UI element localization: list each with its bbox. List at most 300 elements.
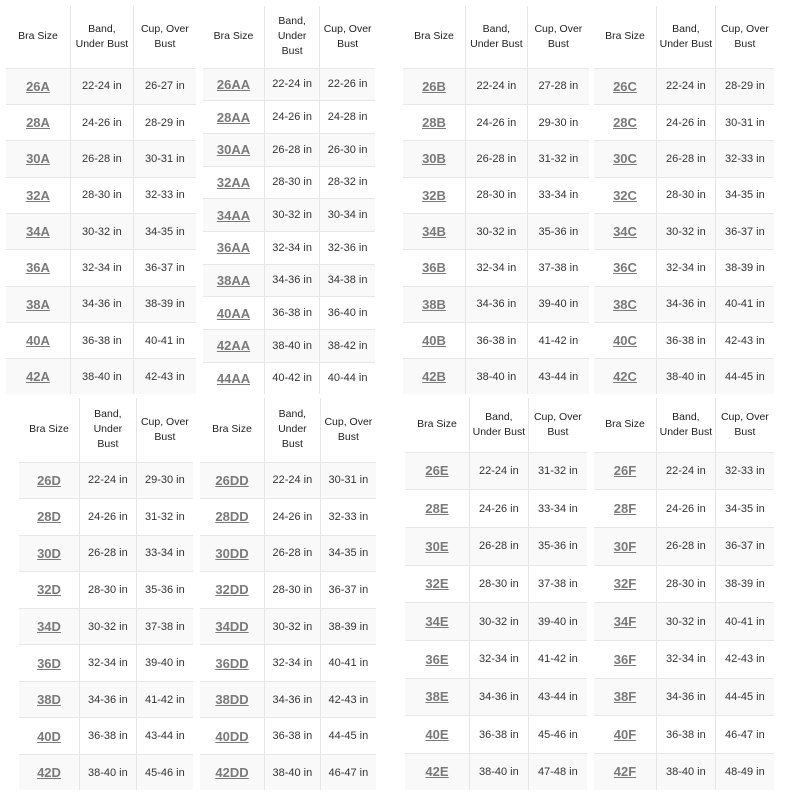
bra-size-cell [19, 608, 80, 645]
table-header-row [594, 6, 774, 68]
cup-over-bust-cell: 33-34 in [528, 490, 587, 528]
table-row [6, 286, 196, 322]
cup-over-bust-cell: 26-27 in [133, 68, 196, 104]
bra-size-link[interactable]: 32C [613, 187, 637, 203]
bra-size-cell [403, 104, 466, 140]
bra-size-link[interactable]: 38C [613, 296, 637, 312]
bra-size-cell [594, 359, 657, 394]
bra-size-link[interactable]: 28D [37, 509, 61, 525]
table-a [6, 6, 196, 394]
cup-over-bust-cell: 36-37 in [715, 527, 774, 565]
table-row [594, 104, 774, 140]
band-under-bust-cell: 32-34 in [657, 250, 716, 286]
bra-size-link[interactable]: 38B [422, 296, 446, 312]
cup-over-bust-cell: 26-30 in [320, 133, 375, 166]
table-row [594, 141, 774, 177]
bra-size-link[interactable]: 28E [425, 501, 449, 516]
bra-size-link[interactable]: 42B [422, 369, 446, 385]
cup-over-bust-cell: 34-35 in [133, 213, 196, 249]
band-under-bust-cell: 26-28 in [657, 141, 716, 177]
table-row [6, 141, 196, 177]
bra-size-link[interactable]: 26D [37, 472, 61, 488]
table-row [403, 213, 589, 249]
table-row [405, 452, 587, 490]
bra-size-cell [594, 177, 657, 213]
bra-size-link[interactable]: 40AA [216, 305, 251, 321]
cup-over-bust-cell: 33-34 in [527, 177, 589, 213]
bra-size-link[interactable]: 30F [613, 538, 637, 554]
band-under-bust-cell: 34-36 in [470, 678, 529, 716]
band-under-bust-cell: 22-24 in [265, 68, 320, 101]
bra-size-cell [6, 250, 71, 286]
band-under-bust-cell: 22-24 in [466, 68, 528, 104]
table-body [594, 452, 774, 790]
table-row [403, 177, 589, 213]
cup-over-bust-cell: 42-43 in [133, 359, 196, 394]
band-under-bust-cell: 32-34 in [657, 640, 716, 678]
table-row [405, 603, 587, 641]
band-under-bust-cell: 28-30 in [265, 572, 321, 609]
bra-size-cell [594, 322, 657, 358]
bra-size-cell [405, 452, 470, 490]
band-under-bust-cell: 28-30 in [470, 565, 529, 603]
bra-size-cell [203, 133, 265, 166]
band-under-bust-cell: 38-40 in [265, 755, 321, 791]
bra-size-cell [594, 678, 657, 716]
band-under-bust-cell: 34-36 in [657, 286, 716, 322]
bra-size-link[interactable]: 28A [26, 115, 50, 131]
bra-size-link[interactable]: 32AA [216, 174, 251, 190]
cup-over-bust-cell: 36-37 in [320, 572, 376, 609]
bra-size-link[interactable]: 36DD [215, 655, 249, 671]
cup-over-bust-cell: 39-40 in [136, 645, 193, 682]
band-under-bust-cell: 32-34 in [470, 640, 529, 678]
size-table-aa [203, 6, 375, 394]
cup-over-bust-cell: 31-32 in [528, 452, 587, 490]
bra-size-link[interactable]: 26F [613, 463, 637, 479]
cup-over-bust-cell: 38-39 in [320, 608, 376, 645]
bra-size-link[interactable]: 32E [425, 576, 449, 592]
band-under-bust-cell: 36-38 in [265, 297, 320, 330]
bra-size-cell [403, 286, 466, 322]
header-cup: Cup, Over Bust [320, 6, 375, 68]
bra-size-link[interactable]: 42D [37, 765, 61, 780]
bra-size-link[interactable]: 30AA [216, 142, 251, 158]
bra-size-link[interactable]: 30DD [215, 545, 249, 561]
band-under-bust-cell: 24-26 in [71, 104, 134, 140]
bra-size-cell [203, 199, 265, 232]
bra-size-link[interactable]: 34F [613, 614, 637, 630]
bra-size-link[interactable]: 32D [37, 582, 61, 598]
bra-size-cell [405, 527, 470, 565]
table-row [6, 322, 196, 358]
table-row [19, 755, 193, 791]
band-under-bust-cell: 24-26 in [80, 499, 137, 536]
header-band: Band, Under Bust [80, 398, 137, 462]
bra-size-link[interactable]: 38F [613, 689, 637, 705]
cup-over-bust-cell: 37-38 in [136, 608, 193, 645]
header-bra-size: Bra Size [29, 423, 69, 436]
bra-size-cell [594, 104, 657, 140]
bra-size-cell [405, 716, 470, 754]
bra-size-link[interactable]: 40D [37, 728, 61, 744]
bra-size-link[interactable]: 42DD [215, 765, 249, 780]
bra-size-link[interactable]: 38E [425, 689, 449, 705]
band-under-bust-cell: 30-32 in [657, 603, 716, 641]
cup-over-bust-cell: 39-40 in [528, 603, 587, 641]
bra-size-cell [405, 753, 470, 790]
cup-over-bust-cell: 44-45 in [320, 718, 376, 755]
bra-size-cell [203, 166, 265, 199]
cup-over-bust-cell: 31-32 in [527, 141, 589, 177]
bra-size-cell [405, 603, 470, 641]
bra-size-link[interactable]: 36C [613, 260, 637, 276]
bra-size-link[interactable]: 30C [613, 151, 637, 167]
table-row [203, 166, 375, 199]
table-row [203, 101, 375, 134]
band-under-bust-cell: 26-28 in [470, 527, 529, 565]
cup-over-bust-cell: 41-42 in [528, 640, 587, 678]
table-row [594, 640, 774, 678]
bra-size-link[interactable]: 36F [613, 651, 637, 667]
band-under-bust-cell: 36-38 in [265, 718, 321, 755]
bra-size-link[interactable]: 30B [422, 151, 446, 167]
bra-size-link[interactable]: 34D [37, 619, 61, 635]
cup-over-bust-cell: 38-39 in [715, 250, 774, 286]
bra-size-cell [200, 499, 265, 536]
header-bra-size: Bra Size [414, 30, 454, 43]
bra-size-link[interactable]: 32B [422, 187, 446, 203]
bra-size-cell [6, 177, 71, 213]
cup-over-bust-cell: 29-30 in [527, 104, 589, 140]
table-row [403, 250, 589, 286]
band-under-bust-cell: 32-34 in [71, 250, 134, 286]
table-d [19, 398, 193, 790]
band-under-bust-cell: 30-32 in [71, 213, 134, 249]
cup-over-bust-cell: 29-30 in [136, 462, 193, 499]
bra-size-cell [19, 718, 80, 755]
header-band: Band, Under Bust [265, 398, 321, 462]
bra-size-link[interactable]: 26C [613, 78, 637, 94]
bra-size-cell [403, 322, 466, 358]
cup-over-bust-cell: 48-49 in [715, 753, 774, 790]
bra-size-link[interactable]: 40E [425, 727, 449, 743]
band-under-bust-cell: 38-40 in [470, 753, 529, 790]
header-cup: Cup, Over Bust [527, 6, 589, 68]
bra-size-link[interactable]: 40DD [215, 728, 249, 744]
bra-size-cell [6, 322, 71, 358]
bra-size-link[interactable]: 26AA [216, 76, 251, 92]
band-under-bust-cell: 26-28 in [71, 141, 134, 177]
bra-size-link[interactable]: 32A [26, 187, 50, 203]
bra-size-link[interactable]: 36E [425, 651, 449, 667]
table-row [403, 141, 589, 177]
bra-size-cell [19, 535, 80, 572]
bra-size-link[interactable]: 28DD [215, 509, 249, 525]
table-row [405, 753, 587, 790]
bra-size-cell [6, 141, 71, 177]
cup-over-bust-cell: 36-40 in [320, 297, 375, 330]
band-under-bust-cell: 30-32 in [657, 213, 716, 249]
bra-size-link[interactable]: 40B [422, 333, 446, 349]
table-row [200, 572, 376, 609]
header-band: Band, Under Bust [657, 398, 716, 452]
table-row [6, 250, 196, 286]
bra-size-cell [203, 264, 265, 297]
cup-over-bust-cell: 34-35 in [715, 177, 774, 213]
cup-over-bust-cell: 45-46 in [136, 755, 193, 791]
table-body [200, 462, 376, 790]
table-row [203, 297, 375, 330]
bra-size-link[interactable]: 26A [26, 78, 50, 94]
bra-size-cell [19, 645, 80, 682]
cup-over-bust-cell: 34-38 in [320, 264, 375, 297]
bra-size-link[interactable]: 34C [613, 224, 637, 240]
band-under-bust-cell: 26-28 in [466, 141, 528, 177]
cup-over-bust-cell: 37-38 in [528, 565, 587, 603]
bra-size-link[interactable]: 28F [613, 501, 637, 516]
bra-size-link[interactable]: 42F [613, 764, 637, 780]
band-under-bust-cell: 38-40 in [657, 753, 716, 790]
table-row [594, 177, 774, 213]
band-under-bust-cell: 34-36 in [265, 681, 321, 718]
band-under-bust-cell: 28-30 in [466, 177, 528, 213]
bra-size-cell [200, 755, 265, 791]
bra-size-link[interactable]: 30D [37, 545, 61, 561]
size-table-d [19, 398, 193, 790]
size-table-b [403, 6, 589, 394]
cup-over-bust-cell: 42-43 in [715, 322, 774, 358]
table-row [19, 535, 193, 572]
bra-size-cell [403, 68, 466, 104]
bra-size-link[interactable]: 34E [425, 614, 449, 630]
table-row [200, 535, 376, 572]
bra-size-link[interactable]: 32DD [215, 582, 249, 598]
header-bra-size: Bra Size [605, 418, 645, 431]
bra-size-link[interactable]: 38DD [215, 692, 249, 708]
band-under-bust-cell: 36-38 in [71, 322, 134, 358]
header-band: Band, Under Bust [466, 6, 528, 68]
bra-size-cell [200, 645, 265, 682]
table-row [19, 499, 193, 536]
header-bra-size: Bra Size [605, 30, 645, 43]
band-under-bust-cell: 34-36 in [466, 286, 528, 322]
cup-over-bust-cell: 40-41 in [715, 603, 774, 641]
bra-size-link[interactable]: 36A [26, 260, 50, 276]
bra-size-link[interactable]: 26B [422, 78, 446, 94]
bra-size-link[interactable]: 26E [425, 463, 449, 479]
bra-size-link[interactable]: 36AA [216, 240, 251, 256]
band-under-bust-cell: 38-40 in [80, 755, 137, 791]
bra-size-link[interactable]: 34AA [216, 207, 251, 223]
bra-size-cell [6, 104, 71, 140]
bra-size-link[interactable]: 42AA [216, 338, 251, 354]
table-row [594, 716, 774, 754]
bra-size-link[interactable]: 28B [422, 115, 446, 131]
cup-over-bust-cell: 40-44 in [320, 362, 375, 394]
bra-size-link[interactable]: 44AA [216, 370, 251, 386]
table-row [403, 359, 589, 394]
table-row [594, 250, 774, 286]
table-row [403, 286, 589, 322]
size-table-c [594, 6, 774, 394]
bra-size-cell [594, 68, 657, 104]
cup-over-bust-cell: 30-31 in [133, 141, 196, 177]
band-under-bust-cell: 38-40 in [71, 359, 134, 394]
table-row [203, 264, 375, 297]
header-band: Band, Under Bust [470, 398, 529, 452]
bra-size-cell [594, 490, 657, 528]
table-body [19, 462, 193, 790]
bra-size-link[interactable]: 28AA [216, 109, 251, 125]
bra-size-cell [200, 681, 265, 718]
bra-size-link[interactable]: 34B [422, 224, 446, 240]
table-row [403, 322, 589, 358]
cup-over-bust-cell: 37-38 in [527, 250, 589, 286]
cup-over-bust-cell: 38-39 in [133, 286, 196, 322]
table-header-row [594, 398, 774, 452]
table-aa [203, 6, 375, 394]
header-cup: Cup, Over Bust [715, 398, 774, 452]
table-row [594, 753, 774, 790]
band-under-bust-cell: 34-36 in [657, 678, 716, 716]
bra-size-link[interactable]: 26DD [215, 472, 249, 488]
table-row [403, 68, 589, 104]
bra-size-link[interactable]: 28C [613, 115, 637, 131]
bra-size-link[interactable]: 30E [425, 538, 449, 554]
header-band: Band, Under Bust [71, 6, 134, 68]
table-header-row [200, 398, 376, 462]
bra-size-link[interactable]: 40F [613, 727, 637, 743]
table-row [19, 608, 193, 645]
table-row [405, 678, 587, 716]
bra-size-link[interactable]: 38D [37, 692, 61, 708]
table-row [200, 499, 376, 536]
bra-size-cell [403, 359, 466, 394]
cup-over-bust-cell: 41-42 in [136, 681, 193, 718]
bra-size-cell [203, 231, 265, 264]
table-header-row [203, 6, 375, 68]
header-bra-size: Bra Size [212, 423, 252, 436]
bra-size-link[interactable]: 38A [26, 296, 50, 312]
bra-size-cell [6, 286, 71, 322]
bra-size-link[interactable]: 40C [613, 333, 637, 349]
band-under-bust-cell: 32-34 in [265, 645, 321, 682]
table-row [203, 231, 375, 264]
band-under-bust-cell: 26-28 in [80, 535, 137, 572]
bra-size-link[interactable]: 36D [37, 655, 61, 671]
band-under-bust-cell: 28-30 in [657, 565, 716, 603]
cup-over-bust-cell: 28-29 in [133, 104, 196, 140]
band-under-bust-cell: 24-26 in [657, 104, 716, 140]
table-body [403, 68, 589, 394]
table-row [200, 755, 376, 791]
table-row [594, 565, 774, 603]
cup-over-bust-cell: 32-33 in [715, 141, 774, 177]
bra-size-cell [200, 535, 265, 572]
cup-over-bust-cell: 38-42 in [320, 330, 375, 363]
table-row [200, 718, 376, 755]
bra-size-link[interactable]: 34A [26, 224, 50, 240]
size-table-dd [200, 398, 376, 790]
header-cup: Cup, Over Bust [136, 398, 193, 462]
bra-size-link[interactable]: 42E [425, 764, 449, 780]
header-bra-size: Bra Size [18, 30, 58, 43]
bra-size-link[interactable]: 38AA [216, 272, 251, 288]
bra-size-link[interactable]: 42C [613, 369, 637, 385]
bra-size-cell [200, 718, 265, 755]
band-under-bust-cell: 38-40 in [265, 330, 320, 363]
bra-size-cell [405, 490, 470, 528]
table-row [6, 104, 196, 140]
cup-over-bust-cell: 42-43 in [320, 681, 376, 718]
band-under-bust-cell: 28-30 in [80, 572, 137, 609]
band-under-bust-cell: 28-30 in [71, 177, 134, 213]
bra-size-link[interactable]: 34DD [215, 619, 249, 635]
bra-size-link[interactable]: 36B [422, 260, 446, 276]
band-under-bust-cell: 30-32 in [80, 608, 137, 645]
band-under-bust-cell: 36-38 in [466, 322, 528, 358]
table-row [594, 527, 774, 565]
bra-size-link[interactable]: 30A [26, 151, 50, 167]
bra-size-cell [203, 101, 265, 134]
table-row [203, 330, 375, 363]
bra-size-cell [403, 250, 466, 286]
bra-size-cell [403, 177, 466, 213]
bra-size-cell [594, 286, 657, 322]
band-under-bust-cell: 22-24 in [657, 68, 716, 104]
band-under-bust-cell: 30-32 in [265, 199, 320, 232]
table-row [200, 681, 376, 718]
band-under-bust-cell: 24-26 in [466, 104, 528, 140]
bra-size-cell [594, 716, 657, 754]
bra-size-link[interactable]: 32F [613, 576, 637, 592]
bra-size-cell [19, 499, 80, 536]
cup-over-bust-cell: 40-41 in [133, 322, 196, 358]
bra-size-link[interactable]: 40A [26, 333, 50, 349]
cup-over-bust-cell: 24-28 in [320, 101, 375, 134]
cup-over-bust-cell: 46-47 in [320, 755, 376, 791]
header-bra-size: Bra Size [417, 418, 457, 431]
bra-size-cell [594, 141, 657, 177]
table-row [594, 359, 774, 394]
table-row [200, 645, 376, 682]
table-row [203, 133, 375, 166]
bra-size-link[interactable]: 42A [26, 369, 50, 385]
table-row [19, 645, 193, 682]
table-row [203, 199, 375, 232]
table-row [203, 68, 375, 101]
cup-over-bust-cell: 28-29 in [715, 68, 774, 104]
header-cup: Cup, Over Bust [133, 6, 196, 68]
band-under-bust-cell: 34-36 in [265, 264, 320, 297]
band-under-bust-cell: 30-32 in [466, 213, 528, 249]
size-table-f [594, 398, 774, 790]
header-cup: Cup, Over Bust [715, 6, 774, 68]
cup-over-bust-cell: 40-41 in [320, 645, 376, 682]
band-under-bust-cell: 30-32 in [265, 608, 321, 645]
table-row [594, 213, 774, 249]
table-row [19, 462, 193, 499]
bra-size-cell [594, 753, 657, 790]
band-under-bust-cell: 24-26 in [657, 490, 716, 528]
bra-size-cell [405, 565, 470, 603]
cup-over-bust-cell: 34-35 in [320, 535, 376, 572]
bra-size-cell [203, 68, 265, 101]
table-row [19, 718, 193, 755]
table-body [405, 452, 587, 790]
band-under-bust-cell: 28-30 in [265, 166, 320, 199]
